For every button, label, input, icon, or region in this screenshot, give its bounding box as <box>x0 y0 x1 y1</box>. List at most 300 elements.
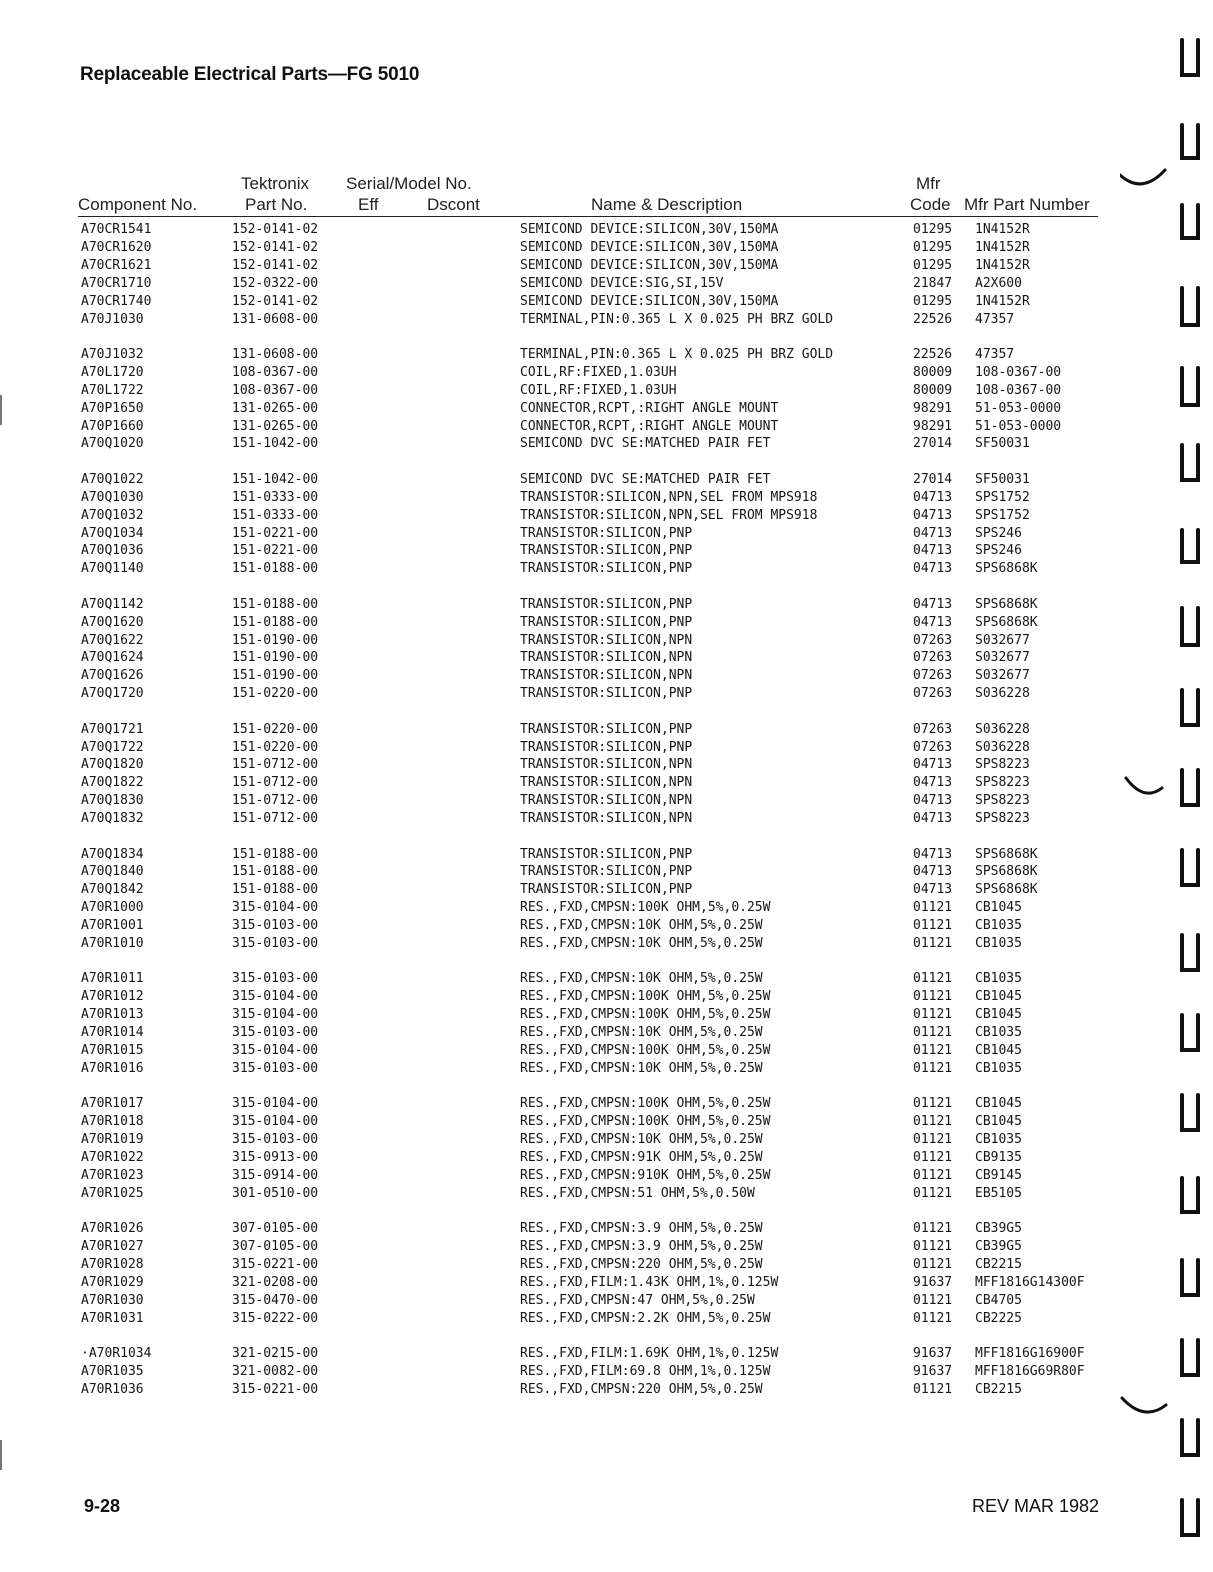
cell-mfr: CB39G5 <box>975 1221 1022 1237</box>
cell-desc: RES.,FXD,CMPSN:100K OHM,5%,0.25W <box>520 989 771 1005</box>
cell-mfr: 108-0367-00 <box>975 364 1062 380</box>
table-row <box>0 525 1213 542</box>
table-row <box>0 471 1213 488</box>
cell-desc: RES.,FXD,CMPSN:3.9 OHM,5%,0.25W <box>520 1221 763 1237</box>
cell-mfr: 51-053-0000 <box>975 400 1062 416</box>
cell-part: 131-0265-00 <box>232 400 319 416</box>
cell-part: 307-0105-00 <box>232 1239 319 1255</box>
cell-part: 315-0103-00 <box>232 1025 319 1041</box>
cell-comp: A70Q1624 <box>81 650 144 666</box>
cell-desc: RES.,FXD,CMPSN:10K OHM,5%,0.25W <box>520 971 763 987</box>
table-row <box>0 346 1213 363</box>
cell-part: 131-0265-00 <box>232 418 319 434</box>
cell-mfr: 1N4152R <box>975 222 1030 237</box>
page-number: 9-28 <box>84 1496 121 1516</box>
cell-mfr: S032677 <box>975 668 1030 684</box>
cell-mfr: CB1045 <box>975 1007 1022 1023</box>
cell-code: 07263 <box>913 739 953 755</box>
cell-mfr: CB1035 <box>975 1132 1022 1148</box>
cell-code: 98291 <box>913 418 953 434</box>
table-row <box>0 685 1213 702</box>
cell-part: 151-0220-00 <box>232 721 319 737</box>
cell-comp: A70R1036 <box>81 1381 144 1397</box>
table-row <box>0 1042 1213 1059</box>
table-row <box>0 1256 1213 1273</box>
cell-comp: A70R1017 <box>81 1096 144 1112</box>
cell-comp: A70Q1626 <box>81 668 144 684</box>
cell-part: 151-0190-00 <box>232 668 319 684</box>
table-row <box>0 311 1213 328</box>
table-row <box>0 988 1213 1005</box>
cell-part: 152-0141-02 <box>232 257 319 273</box>
cell-code: 01121 <box>913 900 953 916</box>
cell-desc: RES.,FXD,CMPSN:51 OHM,5%,0.50W <box>520 1185 755 1201</box>
cell-mfr: SPS6868K <box>975 846 1038 862</box>
cell-code: 01295 <box>913 222 953 237</box>
table-row <box>0 1167 1213 1184</box>
cell-code: 04713 <box>913 525 953 541</box>
cell-comp: A70CR1621 <box>81 257 152 273</box>
cell-code: 01121 <box>913 1257 953 1272</box>
cell-comp: A70R1016 <box>81 1060 144 1076</box>
cell-mfr: SPS6868K <box>975 882 1038 898</box>
cell-comp: A70R1014 <box>81 1025 144 1041</box>
cell-desc: TRANSISTOR:SILICON,NPN,SEL FROM MPS918 <box>520 507 818 523</box>
cell-desc: TRANSISTOR:SILICON,PNP <box>520 846 693 862</box>
cell-desc: RES.,FXD,CMPSN:100K OHM,5%,0.25W <box>520 900 771 916</box>
header-mfr: Mfr <box>916 174 941 193</box>
cell-comp: A70Q1032 <box>81 507 144 523</box>
cell-code: 04713 <box>913 864 953 880</box>
cell-part: 152-0141-02 <box>232 222 319 237</box>
table-row <box>0 542 1213 559</box>
cell-code: 27014 <box>913 436 953 452</box>
cell-mfr: SPS6868K <box>975 614 1038 630</box>
cell-desc: TRANSISTOR:SILICON,NPN <box>520 757 693 773</box>
cell-part: 151-0220-00 <box>232 686 319 702</box>
cell-code: 04713 <box>913 596 953 612</box>
table-row <box>0 1238 1213 1255</box>
cell-part: 307-0105-00 <box>232 1221 319 1237</box>
cell-comp: A70CR1710 <box>81 275 152 291</box>
cell-desc: TRANSISTOR:SILICON,PNP <box>520 525 693 541</box>
table-row <box>0 792 1213 809</box>
cell-comp: A70R1012 <box>81 989 144 1005</box>
table-row <box>0 1310 1213 1327</box>
cell-code: 01121 <box>913 971 953 987</box>
table-row <box>0 275 1213 292</box>
table-row <box>0 364 1213 381</box>
cell-part: 321-0215-00 <box>232 1346 319 1362</box>
cell-mfr: S032677 <box>975 650 1030 666</box>
cell-desc: TRANSISTOR:SILICON,PNP <box>520 686 693 702</box>
cell-comp: A70Q1721 <box>81 721 144 737</box>
header-dscont: Dscont <box>427 195 480 214</box>
cell-code: 21847 <box>913 275 953 291</box>
table-row <box>0 489 1213 506</box>
cell-part: 151-0190-00 <box>232 632 319 648</box>
table-row <box>0 721 1213 738</box>
cell-mfr: CB1035 <box>975 936 1022 951</box>
cell-code: 04713 <box>913 775 953 791</box>
cell-desc: SEMICOND DVC SE:MATCHED PAIR FET <box>520 436 771 452</box>
cell-part: 108-0367-00 <box>232 382 319 398</box>
cell-comp: A70R1030 <box>81 1292 144 1308</box>
cell-comp: A70Q1842 <box>81 882 144 898</box>
table-row <box>0 756 1213 773</box>
cell-mfr: 108-0367-00 <box>975 382 1062 398</box>
cell-desc: RES.,FXD,CMPSN:220 OHM,5%,0.25W <box>520 1381 763 1397</box>
cell-mfr: A2X600 <box>975 275 1022 291</box>
cell-code: 01295 <box>913 257 953 273</box>
cell-code: 04713 <box>913 793 953 809</box>
cell-comp: A70Q1834 <box>81 846 144 862</box>
cell-desc: TERMINAL,PIN:0.365 L X 0.025 PH BRZ GOLD <box>520 311 834 327</box>
cell-code: 01121 <box>913 1221 953 1237</box>
cell-part: 131-0608-00 <box>232 311 319 327</box>
table-row <box>0 1060 1213 1077</box>
cell-part: 151-0712-00 <box>232 793 319 809</box>
header-name-description: Name & Description <box>591 195 743 214</box>
table-row <box>0 935 1213 952</box>
cell-comp: A70R1015 <box>81 1043 144 1058</box>
cell-mfr: SPS6868K <box>975 864 1038 880</box>
cell-comp: A70P1660 <box>81 418 144 434</box>
cell-comp: A70CR1541 <box>81 222 152 237</box>
table-row <box>0 1149 1213 1166</box>
cell-comp: A70R1028 <box>81 1257 144 1272</box>
cell-code: 01121 <box>913 1381 953 1397</box>
cell-comp: A70R1029 <box>81 1274 144 1290</box>
cell-code: 07263 <box>913 632 953 648</box>
table-row <box>0 1274 1213 1291</box>
table-row <box>0 739 1213 756</box>
table-row <box>0 970 1213 987</box>
cell-code: 04713 <box>913 882 953 898</box>
cell-mfr: CB9145 <box>975 1167 1022 1183</box>
header-serial-model: Serial/Model No. <box>346 174 472 193</box>
cell-desc: TRANSISTOR:SILICON,NPN <box>520 793 693 809</box>
cell-comp: A70R1031 <box>81 1310 144 1326</box>
cell-comp: A70CR1620 <box>81 239 152 255</box>
cell-part: 151-0333-00 <box>232 507 319 523</box>
cell-part: 315-0221-00 <box>232 1381 319 1397</box>
cell-code: 01121 <box>913 1007 953 1023</box>
table-row <box>0 1345 1213 1362</box>
cell-code: 01121 <box>913 918 953 934</box>
cell-part: 151-0190-00 <box>232 650 319 666</box>
cell-part: 315-0914-00 <box>232 1167 319 1183</box>
table-row <box>0 1006 1213 1023</box>
cell-comp: A70L1722 <box>81 382 144 398</box>
cell-desc: TRANSISTOR:SILICON,NPN <box>520 775 693 791</box>
cell-desc: SEMICOND DEVICE:SIG,SI,15V <box>520 275 724 291</box>
cell-comp: A70Q1822 <box>81 775 144 791</box>
cell-mfr: SPS8223 <box>975 811 1030 827</box>
cell-desc: TRANSISTOR:SILICON,NPN <box>520 632 693 648</box>
cell-comp: A70L1720 <box>81 364 144 380</box>
cell-code: 98291 <box>913 400 953 416</box>
cell-mfr: SPS6868K <box>975 561 1038 577</box>
cell-mfr: S032677 <box>975 632 1030 648</box>
cell-comp: A70Q1832 <box>81 811 144 827</box>
cell-mfr: 1N4152R <box>975 239 1030 255</box>
cell-mfr: CB1035 <box>975 918 1022 934</box>
table-row <box>0 1113 1213 1130</box>
table-row <box>0 899 1213 916</box>
cell-desc: RES.,FXD,CMPSN:91K OHM,5%,0.25W <box>520 1150 763 1165</box>
cell-desc: RES.,FXD,FILM:1.69K OHM,1%,0.125W <box>520 1346 779 1362</box>
cell-code: 07263 <box>913 721 953 737</box>
cell-part: 152-0141-02 <box>232 239 319 255</box>
cell-mfr: SF50031 <box>975 471 1030 487</box>
table-row <box>0 257 1213 274</box>
cell-desc: RES.,FXD,CMPSN:47 OHM,5%,0.25W <box>520 1292 755 1308</box>
cell-comp: A70Q1030 <box>81 489 144 505</box>
cell-comp: A70Q1820 <box>81 757 144 773</box>
cell-part: 151-0188-00 <box>232 561 319 577</box>
cell-comp: A70CR1740 <box>81 293 152 309</box>
cell-code: 01121 <box>913 1292 953 1308</box>
cell-mfr: MFF1816G14300F <box>975 1274 1085 1290</box>
cell-part: 151-0712-00 <box>232 757 319 773</box>
cell-code: 04713 <box>913 507 953 523</box>
cell-comp: A70Q1020 <box>81 436 144 452</box>
cell-mfr: CB2225 <box>975 1310 1022 1326</box>
header-tektronix: Tektronix <box>241 174 310 193</box>
cell-part: 151-0188-00 <box>232 864 319 880</box>
cell-mfr: CB1045 <box>975 1043 1022 1058</box>
table-row <box>0 614 1213 631</box>
cell-code: 04713 <box>913 757 953 773</box>
cell-part: 315-0104-00 <box>232 900 319 916</box>
cell-desc: TERMINAL,PIN:0.365 L X 0.025 PH BRZ GOLD <box>520 346 834 362</box>
cell-mfr: S036228 <box>975 721 1030 737</box>
cell-comp: A70J1030 <box>81 311 144 327</box>
header-component-no: Component No. <box>78 195 198 214</box>
cell-desc: TRANSISTOR:SILICON,NPN <box>520 650 693 666</box>
header-code: Code <box>910 195 951 214</box>
cell-comp: A70Q1830 <box>81 793 144 809</box>
table-row <box>0 382 1213 399</box>
cell-code: 01121 <box>913 1096 953 1112</box>
cell-part: 315-0221-00 <box>232 1257 319 1272</box>
cell-code: 01295 <box>913 239 953 255</box>
table-row <box>0 1363 1213 1380</box>
cell-mfr: CB1045 <box>975 900 1022 916</box>
cell-part: 321-0082-00 <box>232 1364 319 1379</box>
cell-part: 151-1042-00 <box>232 436 319 452</box>
cell-desc: RES.,FXD,CMPSN:100K OHM,5%,0.25W <box>520 1096 771 1112</box>
cell-code: 04713 <box>913 561 953 577</box>
cell-part: 152-0141-02 <box>232 293 319 309</box>
cell-mfr: CB1035 <box>975 1060 1022 1076</box>
cell-mfr: 51-053-0000 <box>975 418 1062 434</box>
cell-part: 151-0712-00 <box>232 775 319 791</box>
cell-part: 151-0712-00 <box>232 811 319 827</box>
cell-desc: SEMICOND DEVICE:SILICON,30V,150MA <box>520 222 779 237</box>
cell-mfr: CB9135 <box>975 1150 1022 1165</box>
table-row <box>0 649 1213 666</box>
cell-code: 04713 <box>913 489 953 505</box>
cell-code: 91637 <box>913 1364 953 1379</box>
cell-mfr: SPS246 <box>975 525 1022 541</box>
cell-desc: TRANSISTOR:SILICON,NPN,SEL FROM MPS918 <box>520 489 818 505</box>
cell-part: 151-0220-00 <box>232 739 319 755</box>
table-row <box>0 596 1213 613</box>
cell-code: 80009 <box>913 364 953 380</box>
cell-desc: RES.,FXD,CMPSN:10K OHM,5%,0.25W <box>520 936 763 951</box>
cell-desc: TRANSISTOR:SILICON,PNP <box>520 864 693 880</box>
table-row <box>0 1220 1213 1237</box>
binding-holes-graphic <box>1120 30 1213 1567</box>
table-row <box>0 881 1213 898</box>
cell-desc: RES.,FXD,CMPSN:2.2K OHM,5%,0.25W <box>520 1310 771 1326</box>
cell-comp: A70J1032 <box>81 346 144 362</box>
table-row <box>0 560 1213 577</box>
table-row <box>0 221 1213 238</box>
cell-part: 315-0103-00 <box>232 1132 319 1148</box>
cell-code: 01121 <box>913 1132 953 1148</box>
revision-date: REV MAR 1982 <box>972 1496 1100 1516</box>
cell-comp: A70Q1034 <box>81 525 144 541</box>
cell-desc: RES.,FXD,CMPSN:10K OHM,5%,0.25W <box>520 1025 763 1041</box>
header-mfr-part-number: Mfr Part Number <box>964 195 1090 214</box>
cell-part: 131-0608-00 <box>232 346 319 362</box>
cell-mfr: SPS1752 <box>975 507 1030 523</box>
cell-comp: A70R1022 <box>81 1150 144 1165</box>
cell-code: 01121 <box>913 1060 953 1076</box>
table-row <box>0 418 1213 435</box>
cell-desc: RES.,FXD,CMPSN:100K OHM,5%,0.25W <box>520 1114 771 1130</box>
cell-desc: TRANSISTOR:SILICON,NPN <box>520 668 693 684</box>
cell-desc: CONNECTOR,RCPT,:RIGHT ANGLE MOUNT <box>520 400 779 416</box>
cell-comp: A70Q1622 <box>81 632 144 648</box>
header-part-no: Part No. <box>245 195 308 214</box>
cell-mfr: 47357 <box>975 346 1015 362</box>
cell-mfr: EB5105 <box>975 1185 1022 1201</box>
cell-desc: TRANSISTOR:SILICON,PNP <box>520 561 693 577</box>
cell-mfr: 1N4152R <box>975 293 1030 309</box>
cell-comp: A70R1018 <box>81 1114 144 1130</box>
table-row <box>0 917 1213 934</box>
cell-mfr: CB1045 <box>975 1096 1022 1112</box>
cell-desc: TRANSISTOR:SILICON,PNP <box>520 739 693 755</box>
table-row <box>0 632 1213 649</box>
cell-mfr: S036228 <box>975 739 1030 755</box>
cell-desc: TRANSISTOR:SILICON,PNP <box>520 614 693 630</box>
cell-mfr: MFF1816G69R80F <box>975 1364 1085 1379</box>
cell-desc: TRANSISTOR:SILICON,PNP <box>520 596 693 612</box>
table-row <box>0 239 1213 256</box>
page-title: Replaceable Electrical Parts—FG 5010 <box>80 64 420 85</box>
cell-desc: RES.,FXD,FILM:69.8 OHM,1%,0.125W <box>520 1364 771 1379</box>
table-row <box>0 667 1213 684</box>
cell-comp: A70Q1140 <box>81 561 144 577</box>
cell-comp: A70R1013 <box>81 1007 144 1023</box>
cell-code: 22526 <box>913 311 953 327</box>
cell-code: 01121 <box>913 1150 953 1165</box>
cell-part: 315-0913-00 <box>232 1150 319 1165</box>
cell-desc: TRANSISTOR:SILICON,PNP <box>520 543 693 559</box>
cell-part: 315-0104-00 <box>232 1043 319 1058</box>
cell-code: 04713 <box>913 811 953 827</box>
cell-part: 315-0103-00 <box>232 971 319 987</box>
cell-comp: A70R1019 <box>81 1132 144 1148</box>
table-row <box>0 846 1213 863</box>
table-row <box>0 435 1213 452</box>
cell-desc: TRANSISTOR:SILICON,PNP <box>520 882 693 898</box>
cell-mfr: SPS6868K <box>975 596 1038 612</box>
cell-code: 04713 <box>913 543 953 559</box>
table-row <box>0 400 1213 417</box>
table-row <box>0 863 1213 880</box>
cell-comp: A70Q1620 <box>81 614 144 630</box>
cell-desc: COIL,RF:FIXED,1.03UH <box>520 382 677 398</box>
cell-mfr: CB39G5 <box>975 1239 1022 1255</box>
table-row <box>0 1381 1213 1398</box>
header-eff: Eff <box>358 195 379 214</box>
cell-mfr: CB1035 <box>975 971 1022 987</box>
cell-mfr: CB1045 <box>975 1114 1022 1130</box>
cell-mfr: 1N4152R <box>975 257 1030 273</box>
cell-comp: A70Q1720 <box>81 686 144 702</box>
cell-code: 91637 <box>913 1346 953 1362</box>
cell-mfr: MFF1816G16900F <box>975 1346 1085 1362</box>
cell-code: 07263 <box>913 650 953 666</box>
cell-desc: RES.,FXD,CMPSN:10K OHM,5%,0.25W <box>520 1132 763 1148</box>
cell-code: 01121 <box>913 989 953 1005</box>
cell-code: 01121 <box>913 1310 953 1326</box>
cell-mfr: CB4705 <box>975 1292 1022 1308</box>
scan-edge-mark <box>0 1440 2 1470</box>
cell-mfr: CB2215 <box>975 1257 1022 1272</box>
cell-comp: A70R1026 <box>81 1221 144 1237</box>
cell-part: 151-0188-00 <box>232 882 319 898</box>
cell-code: 27014 <box>913 471 953 487</box>
cell-code: 07263 <box>913 686 953 702</box>
cell-part: 315-0104-00 <box>232 1096 319 1112</box>
cell-code: 91637 <box>913 1274 953 1290</box>
cell-comp: A70Q1722 <box>81 739 144 755</box>
cell-comp: A70Q1036 <box>81 543 144 559</box>
cell-part: 315-0470-00 <box>232 1292 319 1308</box>
cell-comp: A70Q1022 <box>81 471 144 487</box>
cell-mfr: SF50031 <box>975 436 1030 452</box>
cell-code: 01121 <box>913 936 953 951</box>
cell-mfr: SPS8223 <box>975 757 1030 773</box>
cell-desc: RES.,FXD,CMPSN:100K OHM,5%,0.25W <box>520 1007 771 1023</box>
cell-comp: A70R1023 <box>81 1167 144 1183</box>
cell-desc: SEMICOND DEVICE:SILICON,30V,150MA <box>520 239 779 255</box>
cell-desc: CONNECTOR,RCPT,:RIGHT ANGLE MOUNT <box>520 418 779 434</box>
cell-desc: RES.,FXD,CMPSN:10K OHM,5%,0.25W <box>520 918 763 934</box>
cell-code: 01121 <box>913 1185 953 1201</box>
cell-comp: A70P1650 <box>81 400 144 416</box>
cell-part: 315-0103-00 <box>232 1060 319 1076</box>
cell-desc: RES.,FXD,CMPSN:3.9 OHM,5%,0.25W <box>520 1239 763 1255</box>
cell-mfr: CB1035 <box>975 1025 1022 1041</box>
cell-mfr: SPS1752 <box>975 489 1030 505</box>
cell-part: 315-0222-00 <box>232 1310 319 1326</box>
cell-code: 01295 <box>913 293 953 309</box>
cell-comp: A70Q1142 <box>81 596 144 612</box>
cell-mfr: SPS8223 <box>975 775 1030 791</box>
cell-mfr: 47357 <box>975 311 1015 327</box>
table-row <box>0 507 1213 524</box>
cell-code: 01121 <box>913 1167 953 1183</box>
cell-desc: RES.,FXD,CMPSN:10K OHM,5%,0.25W <box>520 1060 763 1076</box>
